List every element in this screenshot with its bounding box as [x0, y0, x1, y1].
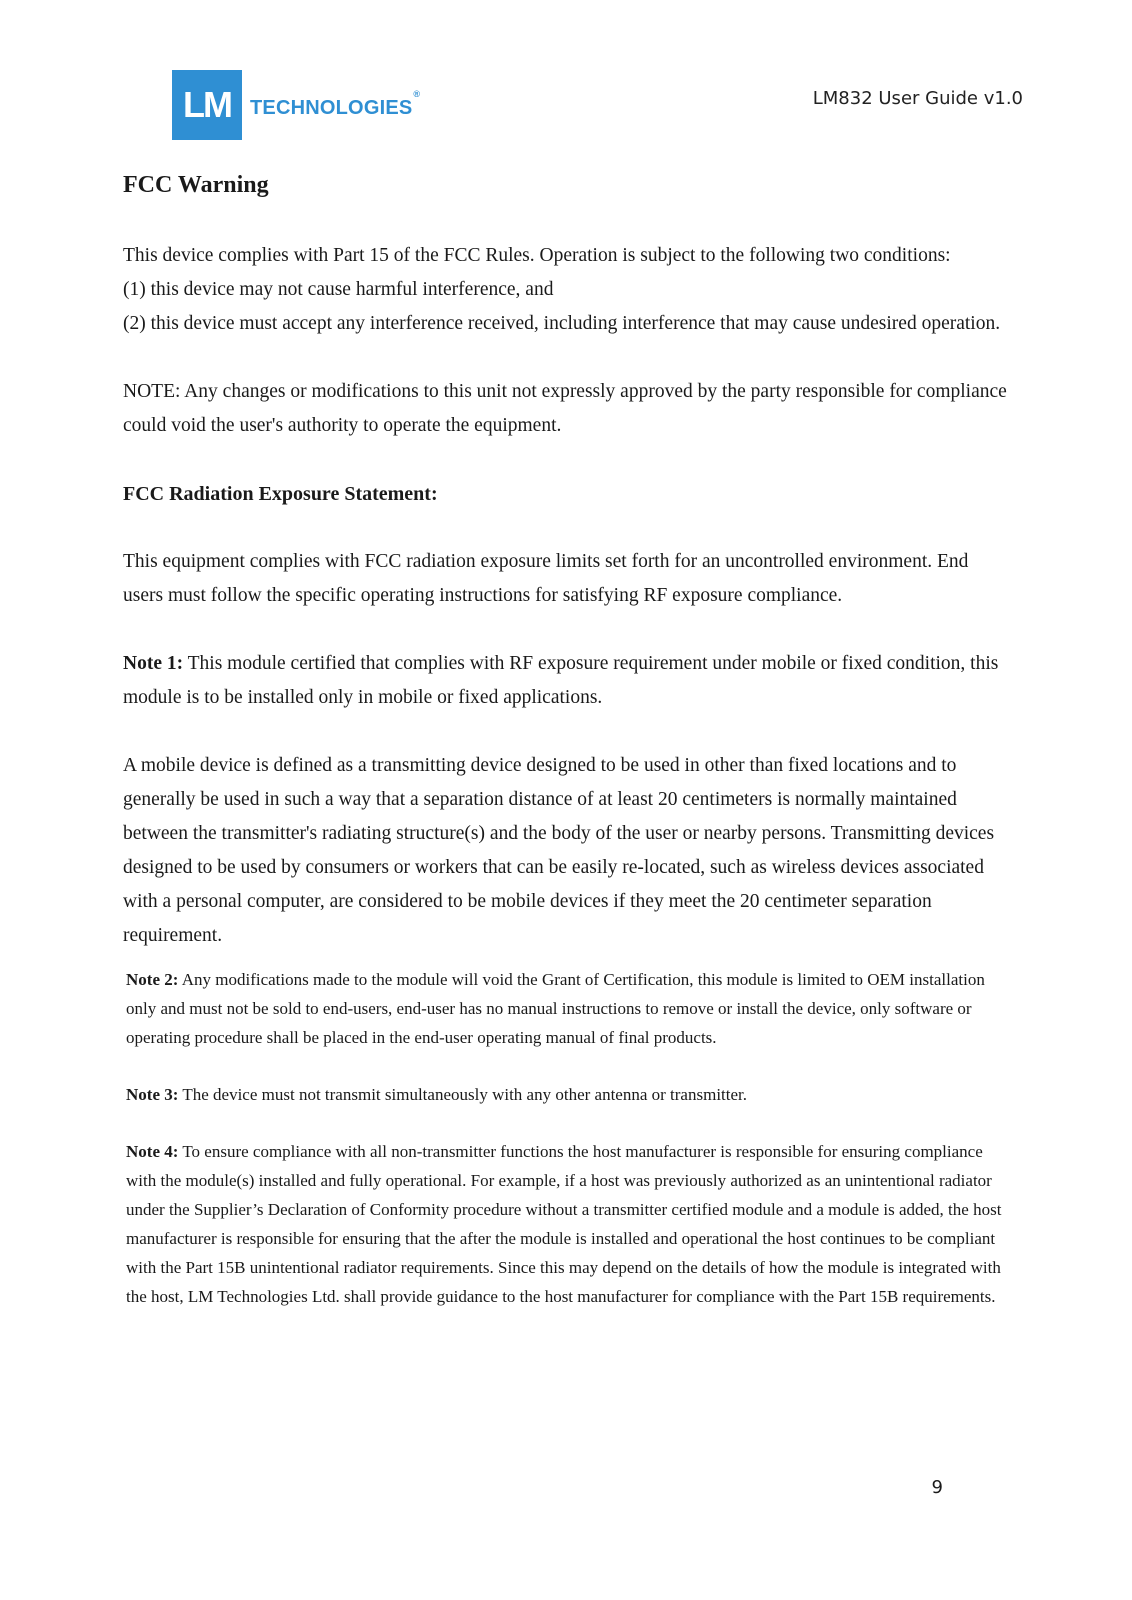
radiation-paragraph: This equipment complies with FCC radiation exposure limits set forth for an uncontrolled environment. End users must follow the specific operating instructions for satisfying RF exposure compliance.	[123, 551, 969, 606]
section-title: FCC Warning	[123, 172, 269, 198]
logo-wordmark: TECHNOLOGIES	[250, 96, 413, 119]
note-2	[123, 965, 1013, 1052]
note-4-text: To ensure compliance with all non-transmitter functions the host manufacturer is responsible for ensuring compliance with the module(s) installed and fully operational. For example, if a host was previously authorized as an unintentional radiator under the Supplier’s Declaration of Conformity procedure without a transmitter certified module and a module is added, the host manufacturer is responsible for ensuring that the after the module is installed and operational the host continues to be compliant with the Part 15B unintentional radiator requirements. Since this may depend on the details of how the module is integrated with the host, LM Technologies Ltd. shall provide guidance to the host manufacturer for compliance with the Part 15B requirements.	[126, 1142, 1002, 1306]
note-4	[123, 1137, 1013, 1311]
note-paragraph: NOTE: Any changes or modifications to this unit not expressly approved by the party responsible for compliance could void the user's authority to operate the equipment.	[123, 381, 1007, 436]
page-number: 9	[931, 1477, 943, 1498]
intro-paragraph: This device complies with Part 15 of the FCC Rules. Operation is subject to the following two conditions:	[123, 245, 951, 266]
logo-mark: LM	[172, 70, 242, 140]
note-1-label: Note 1:	[123, 653, 184, 674]
registered-mark: ®	[413, 88, 421, 99]
note-2-text: Any modifications made to the module will void the Grant of Certification, this module is limited to OEM installation only and must not be sold to end-users, end-user has no manual instructions to remove or install the device, only software or operating procedure shall be placed in the end-user operating manual of final products.	[126, 970, 985, 1047]
note-2-label: Note 2:	[126, 970, 179, 989]
note-3-text: The device must not transmit simultaneously with any other antenna or transmitter.	[178, 1085, 748, 1104]
condition-2: (2) this device must accept any interference received, including interference that may cause undesired operation.	[123, 313, 1001, 334]
note-3	[123, 1080, 1013, 1109]
logo-text	[250, 88, 421, 120]
company-logo	[172, 70, 420, 140]
note-1-text: This module certified that complies with RF exposure requirement under mobile or fixed condition, this module is to be installed only in mobile or fixed applications.	[123, 653, 999, 708]
page-content	[123, 172, 1013, 1311]
note-3-label: Note 3:	[126, 1085, 179, 1104]
mobile-definition: A mobile device is defined as a transmitting device designed to be used in other than fixed locations and to generally be used in such a way that a separation distance of at least 20 centimeters is normally maintained between the transmitter's radiating structure(s) and the body of the user or nearby persons. Transmitting devices designed to be used by consumers or workers that can be easily re-located, such as wireless devices associated with a personal computer, are considered to be mobile devices if they meet the 20 centimeter separation requirement.	[123, 755, 995, 946]
note-4-label: Note 4:	[126, 1142, 179, 1161]
document-title: LM832 User Guide v1.0	[812, 88, 1023, 109]
note-1	[123, 647, 1013, 715]
radiation-heading: FCC Radiation Exposure Statement:	[123, 483, 438, 505]
condition-1: (1) this device may not cause harmful interference, and	[123, 279, 554, 300]
